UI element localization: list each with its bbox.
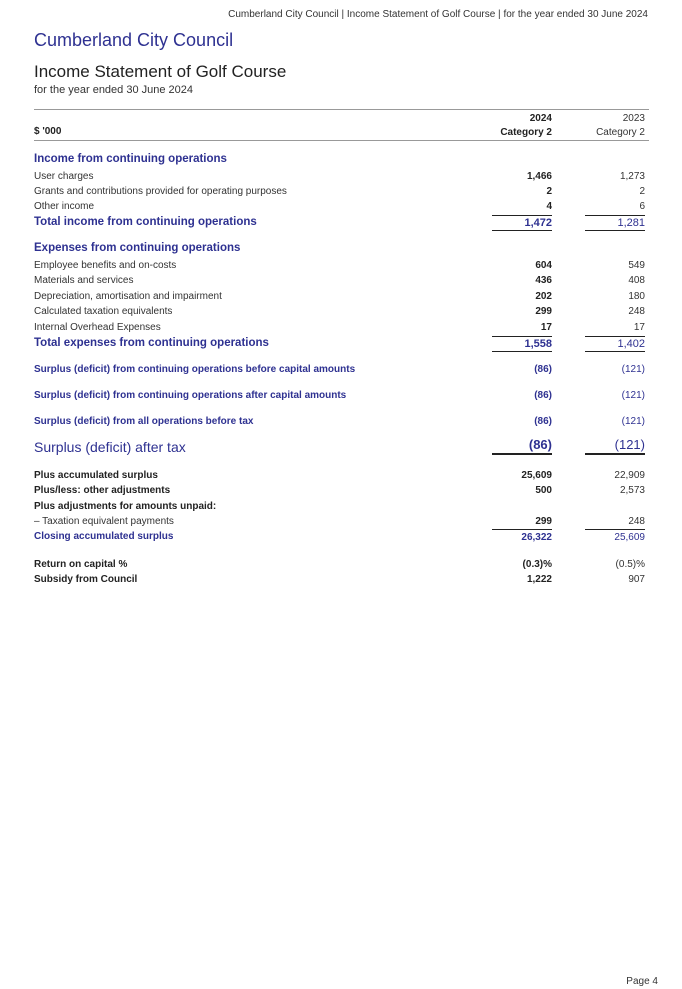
row-label: Surplus (deficit) from continuing operations before capital amounts bbox=[34, 364, 356, 375]
section-heading: Income from continuing operations bbox=[34, 153, 227, 165]
value-2024: 299 bbox=[535, 516, 552, 527]
closing-accumulated-row bbox=[34, 529, 649, 544]
value-2024: 25,609 bbox=[521, 470, 552, 481]
value-2024: (86) bbox=[534, 416, 552, 427]
value-2023: (121) bbox=[621, 390, 645, 401]
table-row bbox=[34, 199, 649, 214]
surplus-all-before-tax-row bbox=[34, 414, 649, 429]
row-label: Surplus (deficit) from all operations before tax bbox=[34, 416, 254, 427]
column-2024-year: 2024 bbox=[529, 113, 552, 124]
table-row bbox=[34, 273, 649, 288]
council-name: Cumberland City Council bbox=[34, 30, 234, 50]
row-label: – Taxation equivalent payments bbox=[34, 516, 174, 527]
table-row bbox=[34, 304, 649, 319]
table-row bbox=[34, 320, 649, 335]
table-row bbox=[34, 289, 649, 304]
value-2023: 2 bbox=[639, 186, 645, 197]
value-2023: (121) bbox=[585, 437, 645, 455]
income-heading bbox=[34, 152, 649, 167]
value-2024: (0.3)% bbox=[522, 559, 552, 570]
value-2023: 1,281 bbox=[585, 215, 645, 231]
value-2023: 25,609 bbox=[585, 529, 645, 545]
value-2024: (86) bbox=[534, 390, 552, 401]
value-2024: 604 bbox=[535, 260, 552, 271]
value-2024: 1,558 bbox=[492, 336, 552, 352]
row-label: Subsidy from Council bbox=[34, 574, 138, 585]
surplus-after-tax-row bbox=[34, 437, 649, 455]
row-label: Total expenses from continuing operations bbox=[34, 337, 269, 349]
value-2023: 549 bbox=[628, 260, 645, 271]
page-number: Page 4 bbox=[626, 976, 658, 987]
row-label: Internal Overhead Expenses bbox=[34, 322, 161, 333]
value-2023: (121) bbox=[621, 364, 645, 375]
value-2024: 1,222 bbox=[526, 574, 552, 585]
value-2024: 17 bbox=[540, 322, 552, 333]
value-2023: 2,573 bbox=[619, 485, 645, 496]
value-2024: 436 bbox=[535, 275, 552, 286]
value-2023: 180 bbox=[628, 291, 645, 302]
value-2024: (86) bbox=[534, 364, 552, 375]
row-label: Other income bbox=[34, 201, 95, 212]
row-label: Total income from continuing operations bbox=[34, 216, 257, 228]
value-2023: 22,909 bbox=[614, 470, 645, 481]
tax-payments-row bbox=[34, 514, 649, 529]
column-2024-category: Category 2 bbox=[500, 127, 552, 138]
row-label: Depreciation, amortisation and impairment bbox=[34, 291, 222, 302]
total-income-row bbox=[34, 215, 649, 230]
expenses-heading bbox=[34, 241, 649, 256]
row-label: Closing accumulated surplus bbox=[34, 531, 174, 542]
running-header: Cumberland City Council | Income Statement of Golf Course | for the year ended 30 June 2024 bbox=[228, 9, 648, 20]
value-2024: 202 bbox=[535, 291, 552, 302]
column-2023-category: Category 2 bbox=[596, 127, 645, 138]
total-expenses-row bbox=[34, 336, 649, 351]
value-2023: 6 bbox=[639, 201, 645, 212]
unpaid-heading-row bbox=[34, 499, 649, 514]
row-label: Return on capital % bbox=[34, 559, 128, 570]
row-label: Materials and services bbox=[34, 275, 134, 286]
value-2023: 17 bbox=[633, 322, 645, 333]
value-2023: 1,273 bbox=[619, 171, 645, 182]
row-label: Plus/less: other adjustments bbox=[34, 485, 171, 496]
row-label: Employee benefits and on-costs bbox=[34, 260, 177, 271]
value-2023: 907 bbox=[628, 574, 645, 585]
value-2024: 299 bbox=[535, 306, 552, 317]
row-label: Plus accumulated surplus bbox=[34, 470, 158, 481]
row-label: Plus adjustments for amounts unpaid: bbox=[34, 501, 217, 512]
value-2024: 26,322 bbox=[492, 529, 552, 545]
value-2024: 500 bbox=[535, 485, 552, 496]
value-2023: 248 bbox=[628, 516, 645, 527]
return-on-capital-row bbox=[34, 557, 649, 572]
row-label: User charges bbox=[34, 171, 94, 182]
value-2023: 1,402 bbox=[585, 336, 645, 352]
row-label: Calculated taxation equivalents bbox=[34, 306, 173, 317]
surplus-after-capital-row bbox=[34, 388, 649, 403]
statement-period: for the year ended 30 June 2024 bbox=[34, 84, 194, 96]
table-row bbox=[34, 169, 649, 184]
table-row bbox=[34, 258, 649, 273]
row-label: Grants and contributions provided for operating purposes bbox=[34, 186, 287, 197]
value-2024: 1,466 bbox=[526, 171, 552, 182]
column-header bbox=[34, 109, 649, 141]
subsidy-row bbox=[34, 572, 649, 587]
value-2024: 2 bbox=[546, 186, 552, 197]
value-2023: 248 bbox=[628, 306, 645, 317]
row-label: Surplus (deficit) from continuing operations after capital amounts bbox=[34, 390, 347, 401]
value-2024: 1,472 bbox=[492, 215, 552, 231]
plus-accumulated-row bbox=[34, 468, 649, 483]
value-2023: 408 bbox=[628, 275, 645, 286]
other-adjustments-row bbox=[34, 483, 649, 498]
value-2023: (0.5)% bbox=[615, 559, 645, 570]
section-heading: Expenses from continuing operations bbox=[34, 242, 241, 254]
value-2023: (121) bbox=[621, 416, 645, 427]
row-label: Surplus (deficit) after tax bbox=[34, 439, 186, 455]
value-2024: 4 bbox=[546, 201, 552, 212]
column-2024 bbox=[500, 112, 552, 140]
statement-title: Income Statement of Golf Course bbox=[34, 62, 287, 81]
table-row bbox=[34, 184, 649, 199]
column-2023 bbox=[596, 112, 645, 140]
value-2024: (86) bbox=[492, 437, 552, 455]
unit-label: $ '000 bbox=[34, 126, 62, 137]
column-2023-year: 2023 bbox=[622, 113, 645, 124]
surplus-before-capital-row bbox=[34, 362, 649, 377]
